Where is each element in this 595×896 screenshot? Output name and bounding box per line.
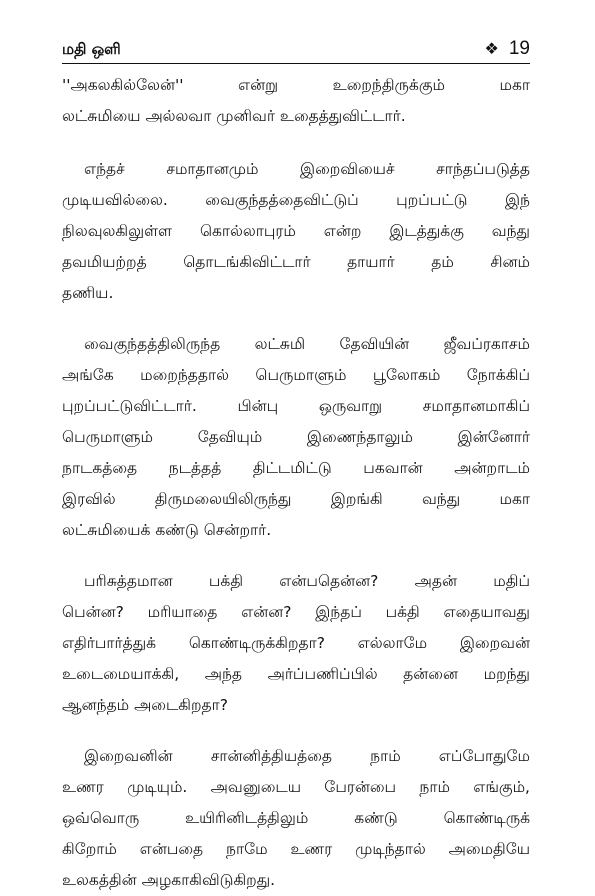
text-line: தவமியற்றத் தொடங்கிவிட்டார் தாயார் தம் சினம் (62, 253, 530, 271)
body-text (62, 70, 530, 896)
text-line: உணர முடியும். அவனுடைய பேரன்பை நாம் எங்கும், (62, 778, 530, 796)
text-line: நாடகத்தை நடத்தத் திட்டமிட்டு பகவான் அன்றாடம் (62, 459, 530, 477)
running-header (62, 38, 530, 60)
text-line: ''அகலகில்லேன்'' என்று உறைந்திருக்கும் மகா (62, 76, 530, 94)
text-line: எந்தச் சமாதானமும் இறைவியைச் சாந்தப்படுத்த (84, 160, 530, 178)
paragraph-3 (62, 329, 530, 546)
diamond-ornament-icon: ❖ (484, 39, 499, 58)
text-line: பெருமாளும் தேவியும் இணைந்தாலும் இன்னோர் (62, 428, 530, 446)
text-line: முடியவில்லை. வைகுந்தத்தைவிட்டுப் புறப்பட்டு இந் (62, 191, 530, 209)
text-line: லட்சுமியை அல்லவா முனிவர் உதைத்துவிட்டார். (62, 107, 406, 125)
text-line: எதிர்பார்த்துக் கொண்டிருக்கிறதா? எல்லாமே இறைவன் (62, 634, 530, 652)
text-line: இறைவனின் சான்னித்தியத்தை நாம் எப்போதுமே (84, 747, 530, 765)
text-line: அங்கே மறைந்ததால் பெருமாளும் பூலோகம் நோக்கிப் (62, 366, 530, 384)
paragraph-4 (62, 566, 530, 721)
text-line: தணிய. (62, 284, 114, 302)
text-line: இரவில் திருமலையிலிருந்து இறங்கி வந்து மகா (62, 490, 530, 508)
text-line: வைகுந்தத்திலிருந்த லட்சுமி தேவியின் ஜீவப்ரகாசம் (84, 335, 530, 353)
paragraph-1 (62, 70, 530, 132)
text-line: கிறோம் என்பதை நாமே உணர முடிந்தால் அமைதியே (62, 840, 530, 858)
text-line: நிலவுலகிலுள்ள கொல்லாபுரம் என்ற இடத்துக்கு வந்து (62, 222, 530, 240)
text-line: லட்சுமியைக் கண்டு சென்றார். (62, 521, 272, 539)
text-line: ஆனந்தம் அடைகிறதா? (62, 696, 228, 714)
text-line: உலகத்தின் அழகாகிவிடுகிறது. (62, 871, 276, 889)
paragraph-2 (62, 154, 530, 309)
page-number-group (485, 38, 530, 60)
text-line: பரிசுத்தமான பக்தி என்பதென்ன? அதன் மதிப் (84, 572, 530, 590)
header-rule (62, 63, 530, 64)
text-line: உடைமையாக்கி, அந்த அர்ப்பணிப்பில் தன்னை மறந்து (62, 665, 530, 683)
text-line: புறப்பட்டுவிட்டார். பின்பு ஒருவாறு சமாதானமாகிப் (62, 397, 530, 415)
book-title: மதி ஒளி (62, 40, 121, 58)
text-line: ஒவ்வொரு உயிரினிடத்திலும் கண்டு கொண்டிருக் (62, 809, 530, 827)
page-number: 19 (508, 38, 530, 59)
text-line: பென்ன? மரியாதை என்ன? இந்தப் பக்தி எதையாவது (62, 603, 530, 621)
paragraph-5 (62, 741, 530, 896)
